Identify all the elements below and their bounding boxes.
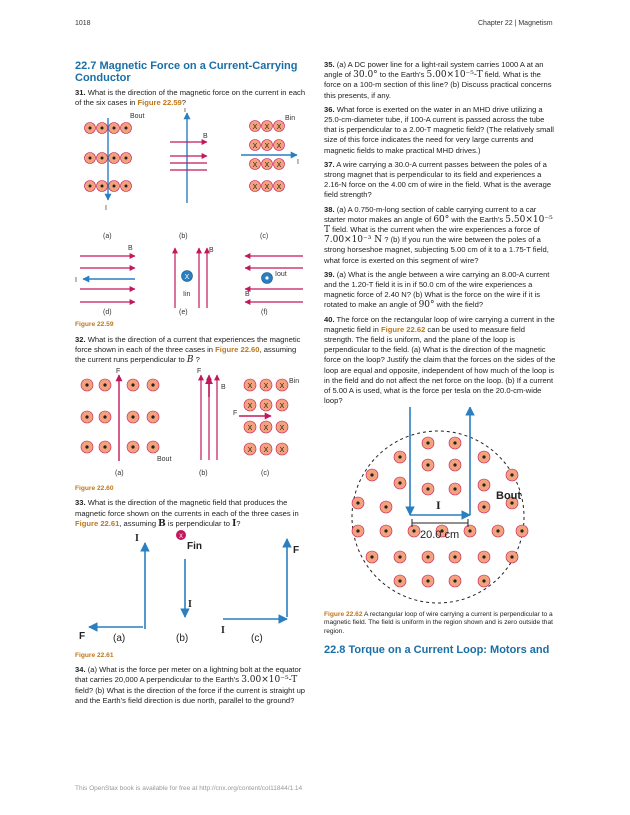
footer-text: This OpenStax book is available for free at http://cnx.org/content/col11844/1.14 [75, 785, 303, 792]
fig-60c [233, 378, 299, 477]
symbol-b: B [186, 355, 194, 366]
svg-text:X: X [264, 162, 270, 170]
label-f: F [233, 410, 238, 418]
label-b: B [128, 245, 133, 253]
label-f: F [197, 368, 202, 376]
sublabel-b: (b) [176, 633, 189, 645]
question-34 [75, 665, 307, 706]
sublabel-c: (c) [261, 470, 270, 478]
question-40 [324, 315, 556, 407]
figure-caption-22-61: Figure 22.61 [75, 652, 114, 660]
question-text: (a) A DC power line for a light-rail system carries 1000 A at an angle of [324, 60, 544, 80]
label-bin: Bin [289, 378, 300, 386]
sublabel-a: (a) [103, 233, 112, 241]
label-b: B [245, 291, 250, 299]
question-33 [75, 498, 307, 529]
figure-link[interactable]: Figure 22.61 [75, 518, 120, 528]
math-expression: 60° [433, 214, 450, 225]
label-width: 20.0 cm [420, 528, 460, 541]
question-text: can be used to measure field strength. The field is uniform, and the plane of the loop is perpendicular to the field. (a) What is the direction of the magnetic force on the loop? Justify the claim that the forces on the sides of the loop are equal and opposite, independent of how much of the loop is in the field and do not affect the net force on the loop. (b) If a current of 5.00 A is used, what is the force per tesla on the 20.0-cm-wide loop? [324, 324, 556, 406]
svg-text:X: X [252, 143, 258, 151]
svg-text:X: X [252, 162, 258, 170]
svg-text:X: X [264, 184, 270, 192]
svg-text:X: X [263, 425, 269, 433]
symbol-b: B [158, 518, 166, 529]
question-text: What is the direction of the magnetic force on the current in each of the six cases in [75, 88, 306, 108]
question-text: What is the direction of a current that experiences the magnetic force shown in each of the three cases in [75, 334, 301, 354]
sublabel-b: (b) [179, 233, 188, 241]
question-text: , assuming [119, 518, 159, 528]
svg-text:X: X [247, 425, 253, 433]
sublabel-a: (a) [115, 470, 124, 478]
question-number: 32. [75, 334, 86, 344]
figure-22-62 [324, 407, 556, 607]
left-column [75, 60, 307, 706]
figure-caption-22-62 [324, 611, 556, 637]
question-text: with the field? [434, 300, 484, 310]
svg-text:X: X [263, 447, 269, 455]
symbol-i: I [232, 518, 237, 529]
label-f: F [79, 631, 86, 643]
svg-text:X: X [279, 403, 285, 411]
label-bin: Bin [285, 115, 296, 123]
svg-text:X: X [279, 447, 285, 455]
sublabel-f: (f) [261, 309, 268, 317]
math-expression: 3.00×10⁻⁵-T [241, 675, 298, 686]
question-text: with the Earth’s [449, 214, 506, 224]
svg-text:X: X [247, 383, 253, 391]
svg-text:X: X [276, 162, 282, 170]
fig-59c [241, 115, 299, 240]
fig-60b [197, 368, 226, 477]
question-text: What force is exerted on the water in an MHD drive utilizing a 25.0-cm-diameter tube, if 100-A current is passed across the tube that is perpendicular to a 2.00-T magnetic field? (The relatively small size of this force indicates the need for very large currents and magnetic fields to make practical MHD drives.) [324, 104, 554, 155]
question-text: (a) What is the force per meter on a lightning bolt at the equator that carries 20,000 A perpendicular to the Earth’s [75, 665, 302, 685]
label-bout: Bout [157, 456, 172, 464]
svg-text:X: X [279, 425, 285, 433]
label-i: I [221, 625, 225, 637]
label-f: F [293, 545, 300, 557]
fig-59b [170, 108, 208, 240]
svg-text:X: X [263, 383, 269, 391]
question-text: field. What is the force on a 100-m section of this line? (b) Discuss practical concerns this presents, if any. [324, 70, 552, 100]
question-text: ? (b) If you run the wire between the poles of a strong horseshoe magnet, subjecting 5.00 cm of it to a 1.75-T field, what force is exerted on this segment of wire? [324, 235, 549, 265]
question-39 [324, 270, 556, 311]
question-number: 39. [324, 269, 335, 279]
label-i: I [184, 108, 186, 115]
label-b: B [203, 133, 208, 141]
fig-61b [176, 530, 202, 644]
figure-22-61 [75, 529, 307, 647]
caption-text: A rectangular loop of wire carrying a current is perpendicular to a magnetic field. The field is uniform in the region shown and is zero outside that region. [324, 610, 553, 635]
label-i: I [188, 599, 192, 611]
label-bout: Bout [130, 113, 145, 121]
sublabel-a: (a) [113, 633, 126, 645]
section-heading-22-8: 22.8 Torque on a Current Loop: Motors and [324, 644, 550, 656]
svg-text:X: X [252, 124, 258, 132]
question-text: A wire carrying a 30.0-A current passes between the poles of a strong magnet that is perpendicular to its field and experiences a 2.16-N force on the 4.00 cm of wire in the field. What is the average field strength? [324, 159, 552, 200]
figure-link[interactable]: Figure 22.60 [215, 344, 260, 354]
question-text: The force on the rectangular loop of wire carrying a current in the magnetic field in [324, 314, 555, 334]
svg-text:X: X [263, 403, 269, 411]
svg-text:X: X [276, 124, 282, 132]
label-b: B [221, 384, 226, 392]
question-text: field? (b) What is the direction of the force if the current is straight up and the Earth’s field direction is due north, parallel to the ground? [75, 685, 306, 705]
question-text: , assuming the current runs perpendicular to [75, 344, 297, 365]
label-i: I [436, 497, 441, 512]
question-35 [324, 60, 556, 101]
svg-text:X: X [247, 447, 253, 455]
figure-22-60 [75, 365, 307, 480]
section-heading-22-7: 22.7 Magnetic Force on a Current-Carrying Conductor [75, 60, 298, 84]
chapter-title: Chapter 22 | Magnetism [478, 20, 553, 27]
label-b: B [209, 247, 214, 255]
figure-link[interactable]: Figure 22.59 [137, 98, 182, 108]
fig-59e [175, 247, 214, 316]
question-text: to the Earth’s [377, 70, 427, 80]
svg-text:X: X [247, 403, 253, 411]
figure-caption-22-59: Figure 22.59 [75, 321, 114, 329]
math-expression: 5.50×10⁻⁵ T [324, 214, 553, 236]
question-38 [324, 205, 556, 266]
right-column [324, 60, 556, 660]
question-31 [75, 88, 307, 108]
question-text: field. What is the current when the wire experiences a force of [330, 225, 540, 235]
fig-61a [79, 533, 145, 644]
svg-text:X: X [276, 184, 282, 192]
question-text: ? [181, 98, 187, 108]
label-i: I [105, 205, 107, 213]
math-expression: 90° [418, 300, 435, 311]
caption-label: Figure 22.62 [324, 610, 363, 618]
page-number: 1018 [75, 20, 91, 27]
fig-59a [85, 113, 145, 240]
label-bout: Bout [496, 489, 522, 502]
question-text: (a) A 0.750-m-long section of cable carrying current to a car starter motor makes an angle of [324, 204, 537, 224]
math-expression: 5.00×10⁻⁵-T [426, 70, 483, 81]
question-37 [324, 160, 556, 201]
question-number: 40. [324, 314, 335, 324]
question-number: 33. [75, 498, 86, 508]
question-text: is perpendicular to [165, 518, 233, 528]
sublabel-e: (e) [179, 309, 188, 317]
figure-link[interactable]: Figure 22.62 [380, 324, 426, 334]
question-text: ? [236, 518, 241, 528]
question-number: 36. [324, 104, 335, 114]
fig-60a [81, 368, 171, 477]
question-text: ? [193, 355, 200, 365]
svg-text:X: X [184, 274, 190, 282]
label-f: F [116, 368, 121, 376]
sublabel-d: (d) [103, 309, 112, 317]
question-36 [324, 105, 556, 156]
label-i: I [75, 277, 77, 285]
question-number: 34. [75, 665, 86, 675]
question-number: 38. [324, 204, 335, 214]
question-number: 37. [324, 159, 335, 169]
label-i: I [135, 533, 139, 545]
svg-text:X: X [252, 184, 258, 192]
svg-text:X: X [178, 534, 184, 541]
question-32 [75, 335, 307, 366]
fig-59d [75, 245, 135, 316]
figure-22-59 [75, 108, 307, 318]
label-iout: Iout [275, 271, 287, 279]
field-region-boundary [352, 431, 524, 603]
math-expression: 30.0° [353, 70, 378, 81]
sublabel-c: (c) [260, 233, 269, 241]
question-number: 31. [75, 88, 86, 97]
fig-59f [245, 256, 303, 316]
question-text: (a) What is the angle between a wire carrying an 8.00-A current and the 1.20-T field it is in if 50.0 cm of the wire experiences a magnetic force of 2.40 N? (b) What is the force on the wire if it is rotated to make an angle of [324, 269, 550, 310]
question-number: 35. [324, 60, 335, 69]
math-expression: 7.00×10⁻³ N [324, 235, 383, 246]
label-fin: Fin [187, 541, 202, 553]
question-text: What is the direction of the magnetic field that produces the magnetic force shown on the currents in each of the three cases in [75, 498, 299, 518]
figure-caption-22-60: Figure 22.60 [75, 485, 114, 493]
svg-text:X: X [276, 143, 282, 151]
svg-text:X: X [264, 124, 270, 132]
label-i: I [297, 159, 299, 167]
svg-text:X: X [279, 383, 285, 391]
fig-61c [221, 539, 299, 644]
svg-text:X: X [264, 143, 270, 151]
sublabel-b: (b) [199, 470, 208, 478]
sublabel-c: (c) [251, 633, 263, 645]
label-iin: Iin [183, 291, 191, 299]
